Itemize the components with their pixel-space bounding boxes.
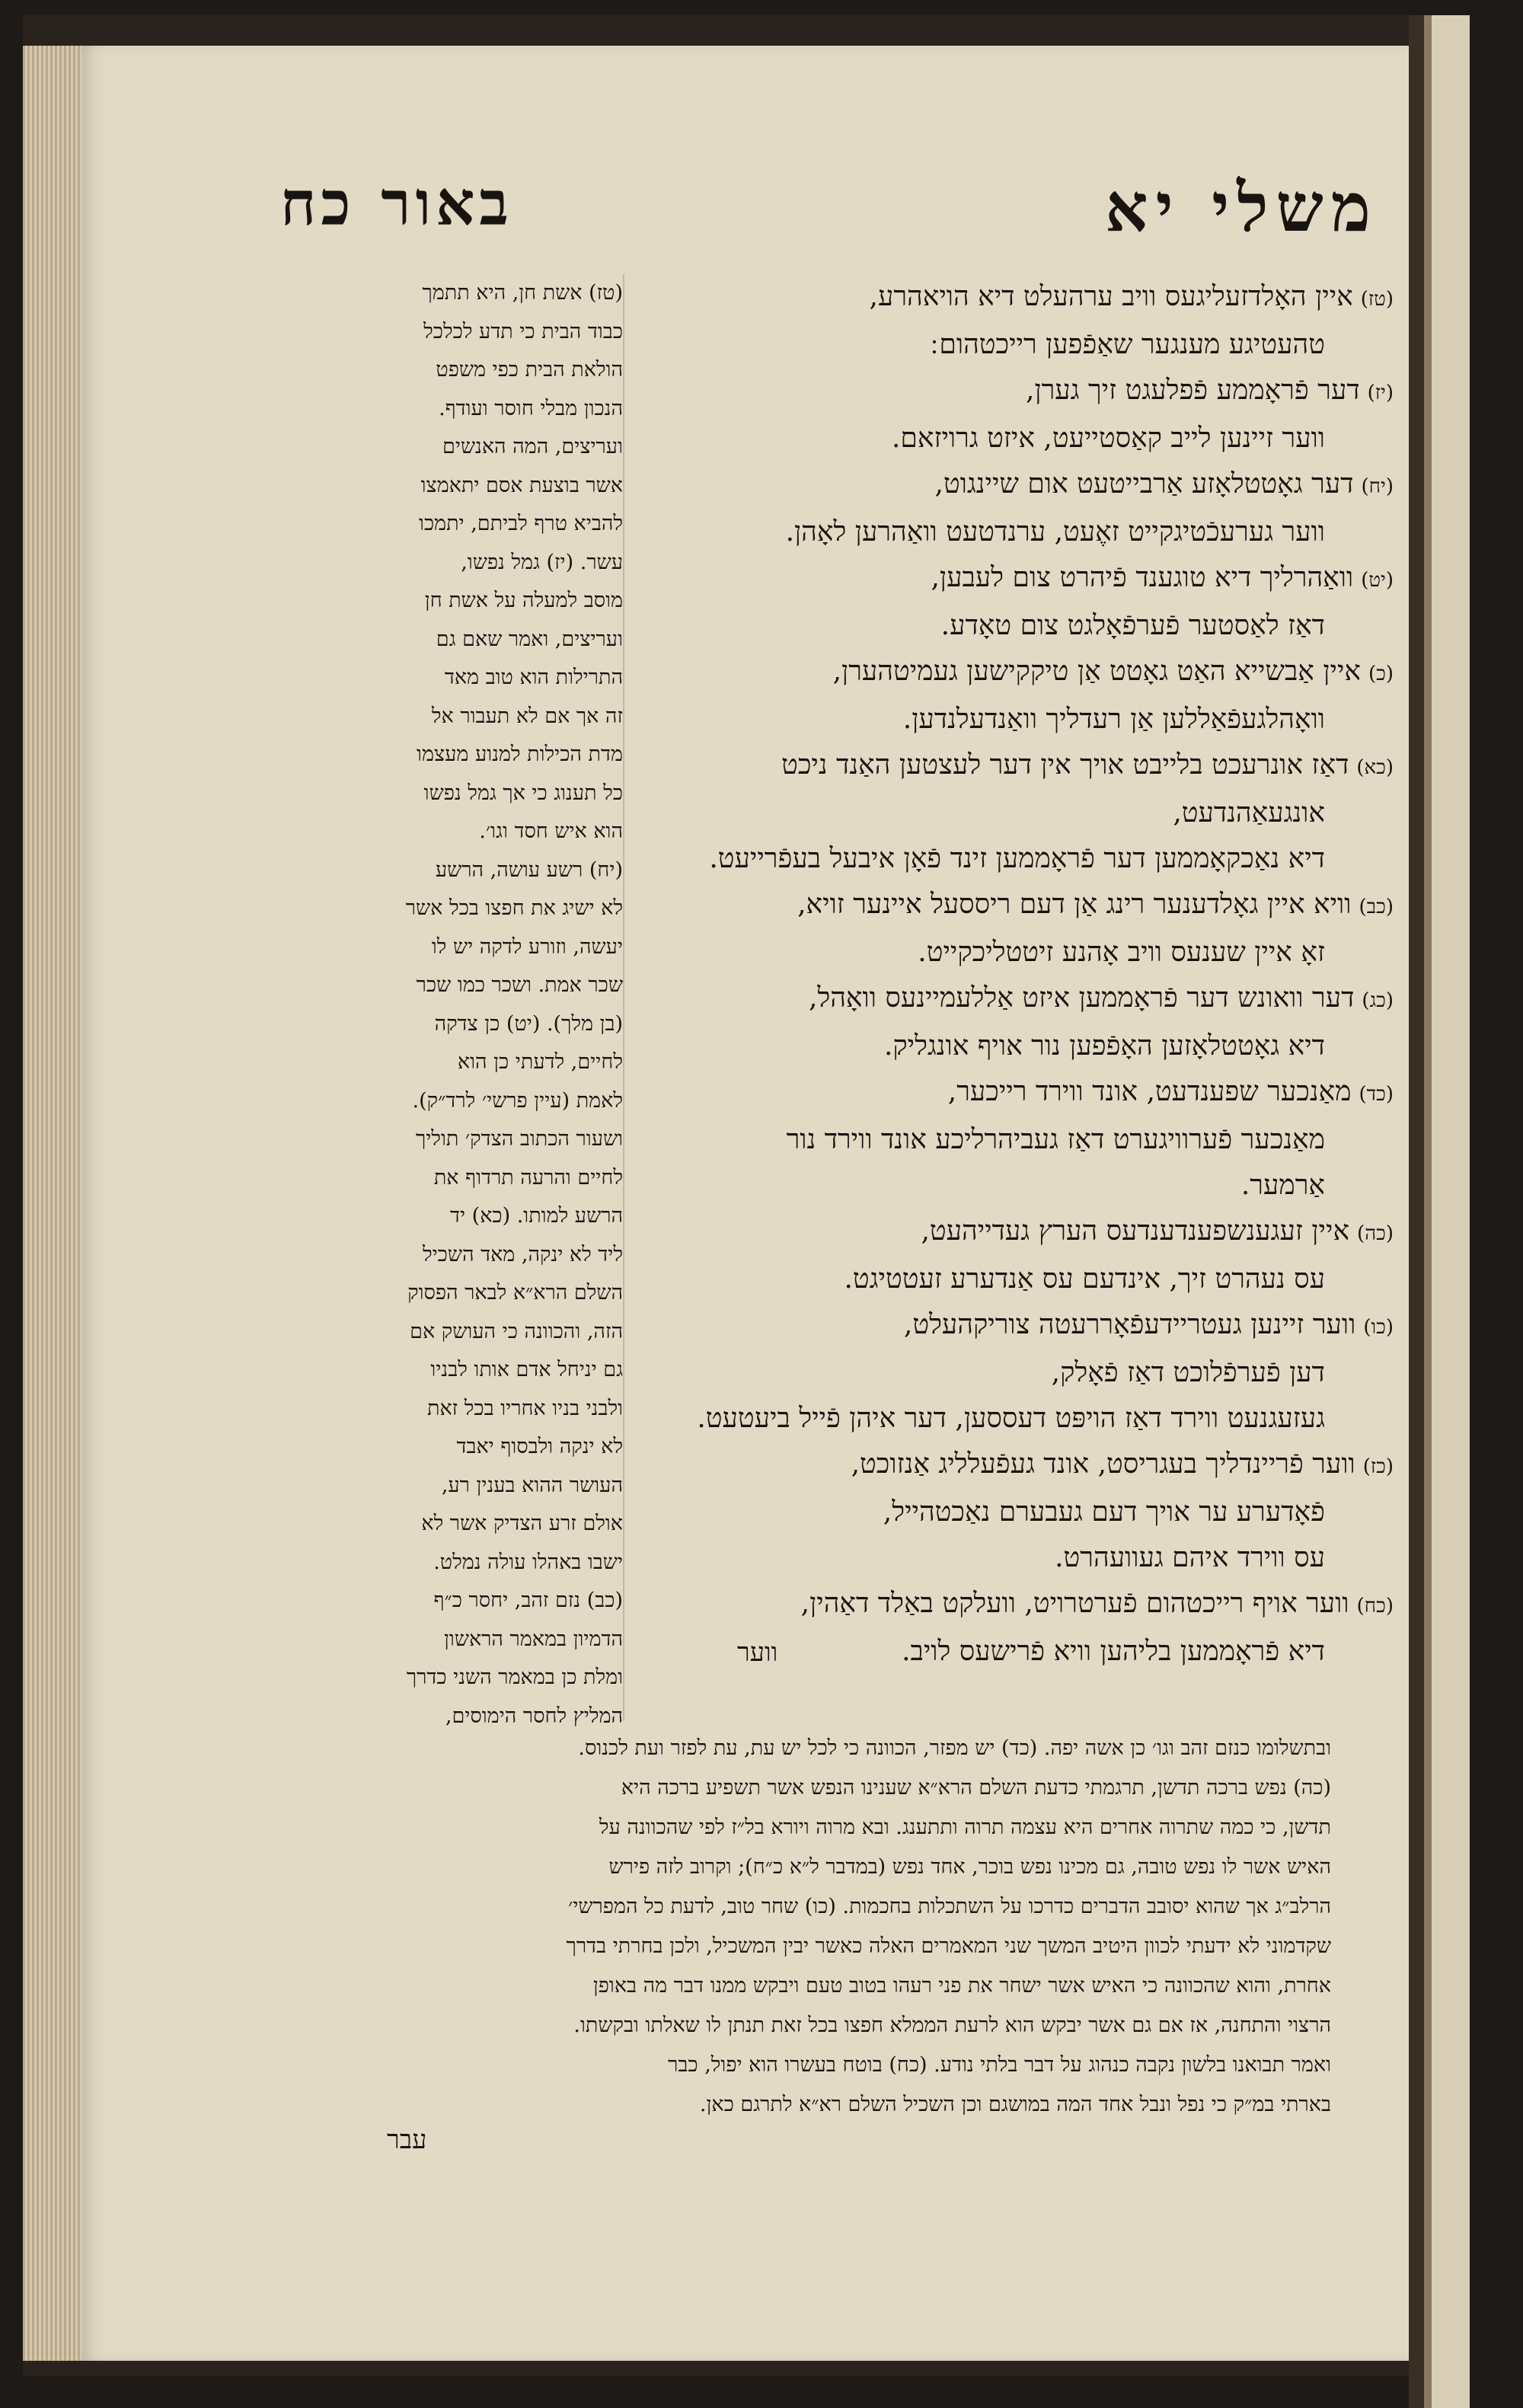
commentary-line: מוסב למעלה על אשת חן xyxy=(424,589,623,612)
verse-number: (כ) xyxy=(1368,663,1394,685)
verse-line xyxy=(518,603,1394,649)
footer-line: האיש אשר לו נפש טובה, גם מכינו נפש בוכר, אחד נפש (במדבר ל״א כ״ח); וקרוב לזה פירש xyxy=(608,1855,1331,1879)
verse-line xyxy=(518,322,1394,368)
commentary-title: באור כח xyxy=(280,168,513,239)
footer-line: אחרת, והוא שהכוונה כי האיש אשר ישחר את פני רעהו בטוב טעם ויבקש ממנו דבר מה באופן xyxy=(592,1974,1331,1998)
verse-text: איין אַבשייא האַט גאָטט אַן טיקקישען געמיטהערן, xyxy=(832,656,1361,687)
verse-line xyxy=(518,790,1394,836)
commentary-line: ולבני בניו אחריו בכל זאת xyxy=(427,1396,623,1420)
verse-text: מאַנכער פֿערוויגערט דאַז געביהרליכע אונד ווירד נור xyxy=(786,1124,1325,1155)
verse-line xyxy=(518,697,1394,743)
page-title: משלי יא xyxy=(1105,168,1378,247)
commentary-line: מדת הכילות למנוע מעצמו xyxy=(417,743,623,766)
commentary-column xyxy=(318,274,623,1736)
verse-line xyxy=(518,461,1394,509)
verse-line xyxy=(518,509,1394,555)
verse-text: דען פֿערפֿלוכט דאַז פֿאָלק, xyxy=(1051,1357,1325,1388)
verse-text: עס נעהרט זיך, אינדעם עס אַנדערע זעטטיגט. xyxy=(844,1263,1325,1295)
commentary-line: הרשע למותו. (כא) יד xyxy=(450,1204,623,1228)
verse-number: (כה) xyxy=(1357,1222,1394,1245)
commentary-line: כבוד הבית כי תדע לכלכל xyxy=(423,319,623,343)
verse-line xyxy=(518,1257,1394,1302)
main-catchword: ווער xyxy=(737,1637,778,1668)
book-spread xyxy=(23,15,1470,2376)
verse-line xyxy=(518,274,1394,322)
verse-text: דאַז לאַסטער פֿערפֿאָלגט צום טאָדע. xyxy=(940,610,1325,641)
verse-text: געזעגנעט ווירד דאַז הויפּט דעססען, דער איהן פֿייל ביעטעט. xyxy=(697,1403,1325,1434)
verse-text: וואָהלגעפֿאַללען אַן רעדליך וואַנדעלנדען. xyxy=(902,704,1325,735)
commentary-line: ועריצים, המה האנשים xyxy=(442,435,623,458)
verse-number: (כד) xyxy=(1359,1083,1394,1106)
commentary-line: לחיים, לדעתי כן הוא xyxy=(457,1050,623,1074)
verse-text: דיא פֿראָממען בליהען וויא פֿרישעס לויב. xyxy=(902,1636,1325,1667)
footer-line: תדשן, כי כמה שתרוה אחרים היא עצמה תרוה ותתענג. ובא מרוה ויורא בל״ז לפי שהכוונה על xyxy=(599,1816,1331,1839)
commentary-footer xyxy=(311,1729,1331,2125)
page xyxy=(82,46,1447,2361)
commentary-line: המליץ לחסר הימוסים, xyxy=(445,1704,623,1728)
verse-text: אַרמער. xyxy=(1240,1170,1325,1201)
verse-line xyxy=(518,1535,1394,1581)
verse-text: וואַהרליך דיא טוגענד פֿיהרט צום לעבען, xyxy=(931,562,1354,593)
verse-text: זאָ איין שענעס וויב אָהנע זיטטליכקייט. xyxy=(918,937,1325,968)
footer-line: ואמר תבואנו בלשון נקבה כנהוג על דבר בלתי נודע. (כח) בוטח בעשרו הוא יפול, כבר xyxy=(668,2053,1331,2077)
verse-text: דער וואונש דער פֿראָממען איזט אַללעמיינעס וואָהל, xyxy=(808,982,1355,1014)
commentary-line: (יח) רשע עושה, הרשע xyxy=(435,857,623,882)
commentary-line: ישבו באהלו עולה נמלט. xyxy=(433,1550,623,1574)
commentary-line: שכר אמת. ושכר כמו שכר xyxy=(416,973,623,997)
verse-line xyxy=(518,976,1394,1024)
verse-line xyxy=(518,1396,1394,1442)
verse-text: איין זעגענשפענדענדעס הערץ געדייהעט, xyxy=(921,1215,1350,1247)
commentary-line: (בן מלך). (יט) כן צדקה xyxy=(434,1011,623,1036)
verse-line xyxy=(518,649,1394,697)
verse-text: ווער זיינען געטריידעפֿאָררעטה צוריקהעלט, xyxy=(903,1309,1356,1340)
commentary-line: להביא טרף לביתם, יתמכו xyxy=(418,512,623,535)
footer-line: ובתשלומו כנזם זהב וגו׳ כן אשה יפה. (כד) יש מפזר, הכוונה כי לכל יש עת, עת לפזר ועת לכנוס. xyxy=(578,1736,1331,1760)
verse-line xyxy=(518,1581,1394,1629)
verse-text: איין האָלדזעליגעס וויב ערהעלט דיא הויאהרע, xyxy=(869,281,1353,312)
verse-text: וויא איין גאָלדענער רינג אַן דעם ריססעל איינער זויא, xyxy=(797,889,1352,920)
verse-line xyxy=(518,1490,1394,1535)
verse-line xyxy=(518,368,1394,416)
commentary-line: לחיים והרעה תרדוף את xyxy=(433,1165,623,1190)
commentary-line: הוא איש חסד וגו׳. xyxy=(479,819,623,843)
commentary-line: לא ינקה ולבסוף יאבד xyxy=(456,1435,623,1458)
commentary-line: הנכון מבלי חוסר ועודף. xyxy=(439,396,623,420)
commentary-line: ושעור הכתוב הצדק׳ תוליך xyxy=(415,1127,623,1151)
main-text-column xyxy=(518,274,1394,1675)
footer-line: הרצוי והתחנה, אז אם גם אשר יבקש הוא לרעת הממלא חפצו בכל זאת תנתן לו שאלתו ובקשתו. xyxy=(573,2014,1331,2037)
commentary-line: הדמיון במאמר הראשון xyxy=(444,1627,623,1651)
verse-text: דיא נאַכקאָממען דער פֿראָממען זינד פֿאָן איבעל בעפֿרייעט. xyxy=(709,843,1325,874)
verse-line xyxy=(518,1442,1394,1490)
commentary-line: גם יניחל אדם אותו לבניו xyxy=(430,1358,623,1381)
verse-number: (יט) xyxy=(1361,569,1394,592)
verse-number: (יח) xyxy=(1361,475,1394,498)
commentary-line: העושר ההוא בענין רע, xyxy=(441,1473,623,1497)
commentary-line: כל תענוג כי אך גמל נפשו xyxy=(423,781,623,805)
footer-line: שקדמוני לא ידעתי לכוון היטיב המשך שני המאמרים האלה כאשר יבין המשכיל, ולכן בחרתי בדרך xyxy=(566,1934,1331,1958)
commentary-line: יעשה, וזורע לדקה יש לו xyxy=(431,934,623,959)
commentary-line: אולם זרע הצדיק אשר לא xyxy=(421,1512,623,1535)
verse-text: עס ווירד איהם געוועהרט. xyxy=(1055,1542,1325,1573)
footer-line: (כה) נפש ברכה תדשן, תרגמתי כדעת השלם הרא״א שענינו הנפש אשר תשפיע ברכה היא xyxy=(621,1776,1331,1800)
verse-text: ווער זיינען לייב קאַסטייעט, איזט גרויזאם. xyxy=(891,423,1325,454)
commentary-line: הולאת הבית כפי משפט xyxy=(436,358,623,382)
column-divider xyxy=(623,274,624,1721)
verse-line xyxy=(518,836,1394,882)
verse-text: פֿאָדערע ער אויך דעם געבערם נאַכטהייל, xyxy=(883,1496,1325,1528)
verse-line xyxy=(518,743,1394,790)
verse-line xyxy=(518,1302,1394,1350)
verse-line xyxy=(518,416,1394,461)
commentary-line: אשר בוצעת אסם יתאמצו xyxy=(420,473,623,497)
commentary-line: (טז) אשת חן, היא תתמך xyxy=(422,281,623,305)
verse-text: דער פֿראָממע פֿפלעגט זיך גערן, xyxy=(1026,375,1360,406)
verse-text: אונגעאַהנדעט, xyxy=(1173,797,1325,829)
verse-number: (כג) xyxy=(1362,989,1394,1012)
verse-line xyxy=(518,1163,1394,1209)
commentary-line: ועריצים, ואמר שאם גם xyxy=(436,627,623,651)
verse-text: דאַז אונרעכט בלייבט אויך אין דער לעצטען האַנד ניכט xyxy=(781,749,1349,781)
commentary-line: לא ישיג את חפצו בכל אשר xyxy=(405,896,623,920)
commentary-line: השלם הרא״א לבאר הפסוק xyxy=(407,1281,623,1305)
commentary-line: לאמת (עיין פרשי׳ לרד״ק). xyxy=(412,1088,623,1113)
verse-line xyxy=(518,1629,1394,1675)
commentary-line: זה אך אם לא תעבור אל xyxy=(431,704,623,728)
verse-text: ווער אויף רייכטהום פֿערטרויט, וועלקט באַלד דאַהין, xyxy=(800,1588,1349,1619)
next-page-edge xyxy=(1409,15,1470,2408)
verse-text: ווער גערעכֿטיגקייט זאֶעט, ערנדטעט וואַהרען לאָהן. xyxy=(785,516,1325,548)
verse-line xyxy=(518,1024,1394,1069)
verse-line xyxy=(518,555,1394,603)
footer-catchword: עבר xyxy=(387,2125,427,2155)
verse-number: (כח) xyxy=(1356,1595,1394,1618)
verse-text: דער גאָטטלאָזע אַרבייטעט אום שיינגוט, xyxy=(934,468,1354,500)
verse-number: (יז) xyxy=(1367,382,1394,404)
verse-line xyxy=(518,1350,1394,1396)
commentary-line: הזה, והכוונה כי העושק אם xyxy=(410,1319,623,1343)
verse-line xyxy=(518,1209,1394,1257)
verse-number: (כא) xyxy=(1356,756,1394,779)
commentary-line: התרילות הוא טוב מאד xyxy=(444,666,623,689)
commentary-line: ליד לא ינקה, מאד השכיל xyxy=(422,1242,623,1266)
verse-line xyxy=(518,930,1394,976)
commentary-line: ומלת כן במאמר השני כדרך xyxy=(406,1665,623,1689)
verse-number: (כב) xyxy=(1359,896,1394,918)
verse-line xyxy=(518,882,1394,930)
commentary-line: (כב) נזם זהב, יחסר כ״ף xyxy=(433,1589,623,1612)
verse-number: (טז) xyxy=(1360,288,1394,311)
verse-number: (כו) xyxy=(1363,1316,1394,1339)
commentary-line: עשר. (יז) גמל נפשו, xyxy=(461,550,623,574)
footer-line: בארתי במ״ק כי נפל ונבל אחד המה במושגם וכן השכיל השלם רא״א לתרגם כאן. xyxy=(699,2093,1331,2116)
verse-text: ווער פֿריינדליך בעגריסט, אונד געפֿעלליג אַנזוכט, xyxy=(851,1448,1355,1480)
verse-line xyxy=(518,1069,1394,1117)
page-edges xyxy=(23,46,82,2361)
verse-text: דיא גאָטטלאָזען האָפֿפען נור אויף אונגליק. xyxy=(883,1030,1325,1062)
verse-text: טהעטיגע מענגער שאַפֿפען רייכטהום ׃ xyxy=(930,329,1325,360)
footer-line: הרלב״ג אך שהוא יסובב הדברים כדרכו על השתכלות בחכמות. (כו) שחר טוב, לדעת כל המפרשי׳ xyxy=(568,1895,1331,1918)
verse-number: (כז) xyxy=(1362,1455,1394,1478)
verse-text: מאַנכער שפענדעט, אונד ווירד רייכער, xyxy=(947,1076,1352,1107)
verse-line xyxy=(518,1117,1394,1163)
